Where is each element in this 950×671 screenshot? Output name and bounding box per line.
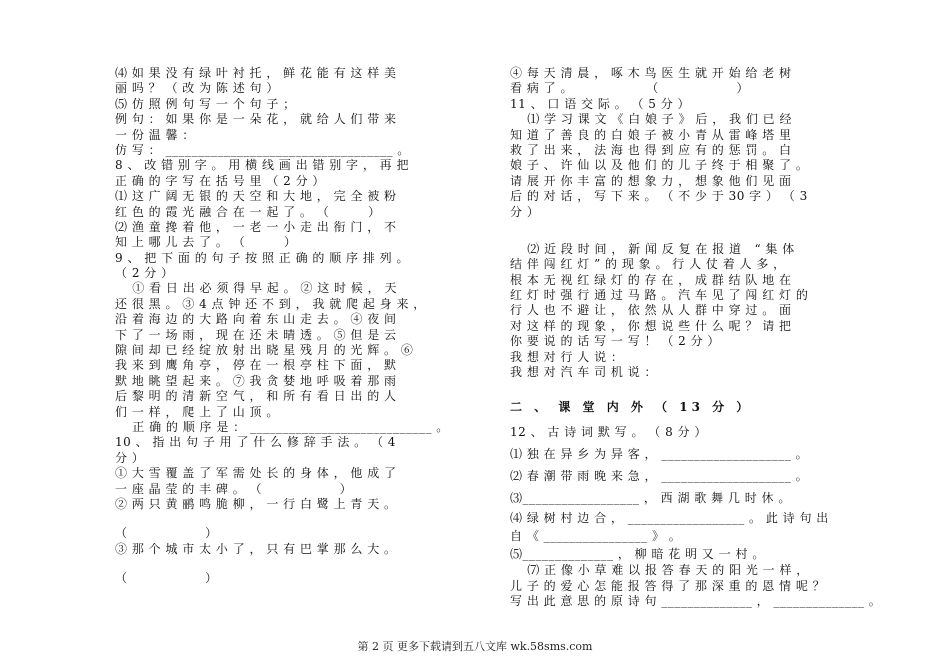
text-line: ⑵ 渔 童 搀 着 他 ， 一 老 一 小 走 出 衔 门 ， 不 [115,219,397,234]
page-footer: 第 2 页 更多下载请到五八文库 wk.58sms.com [357,640,593,653]
text-line: 知 上 哪 儿 去 了 。 （ ） [115,235,297,250]
text-line: 根 本 无 视 红 绿 灯 的 存 在 ， 成 群 结 队 地 在 [510,272,792,287]
text-line: 默 地 眺 望 起 来 。 ⑦ 我 贪 婪 地 呼 吸 着 那 雨 [115,373,397,388]
text-line: 红 色 的 霞 光 融 合 在 一 起 了 。 （ ） [115,204,381,219]
text-line: 例 句 ： 如 果 你 是 一 朵 花 ， 就 给 人 们 带 来 [115,112,397,127]
text-line: 知 道 了 善 良 的 白 娘 子 被 小 青 从 雷 峰 塔 里 [510,127,792,142]
text-line: 看 病 了 。 （ ） [510,81,749,96]
text-line: 分 ） [510,204,540,219]
text-line: （ ） [115,526,218,541]
text-line: 红 灯 时 强 行 通 过 马 路 。 汽 车 见 了 闯 红 灯 的 [510,288,809,303]
text-line: ⑸ 仿 照 例 句 写 一 个 句 子 ； [115,96,296,111]
text-line: 丽 吗 ？ （ 改 为 陈 述 句 ） [115,81,279,96]
text-line: 娘 子 、 许 仙 以 及 他 们 的 儿 子 终 于 相 聚 了 。 [510,158,809,173]
text-line: 我 想 对 汽 车 司 机 说 ： [510,365,658,380]
text-line: 还 很 黑 。 ③ 4 点 钟 还 不 到 ， 我 就 爬 起 身 来 ， [115,296,426,311]
text-line: 结 伴 闯 红 灯 ” 的 现 象 。 行 人 仗 着 人 多 ， [510,257,786,272]
right-column [510,66,882,610]
text-line: 写 出 此 意 思 的 原 诗 句 ______________ ， ______________ 。 [510,594,882,609]
text-line: 仿 写 ： ___________________________________ 。 [115,142,410,157]
question-heading: 12 、 古 诗 词 默 写 。 （ 8 分 ） [510,425,707,440]
text-line: ⑷ 如 果 没 有 绿 叶 衬 托 ， 鲜 花 能 有 这 样 美 [115,66,397,80]
text-line: （ ） [115,571,218,586]
text-line: 我 来 到 鹰 角 亭 ， 停 在 一 根 亭 柱 下 面 ， 默 [115,358,397,373]
text-line: 请 展 开 你 丰 富 的 想 象 力 ， 想 象 他 们 见 面 [510,173,792,188]
text-line: 我 想 对 行 人 说 ： [510,349,624,364]
text-line: 正 确 的 字 写 在 括 号 里 （ 2 分 ） [115,173,325,188]
text-line: ⑷ 绿 树 村 边 合 ， __________________ 。 此 诗 句 出 [510,511,829,526]
text-line: ⑶__________________ ， 西 湖 歌 舞 几 时 休 。 [510,491,791,506]
section-title: 二 、 课 堂 内 外 （ 13 分 ） [510,400,753,415]
text-line: 自 《 ________________ 》 。 [510,529,682,544]
blank-line [510,220,875,242]
text-line: 下 了 一 场 雨 ， 现 在 还 未 晴 透 。 ⑤ 但 是 云 [115,327,397,342]
question-heading: 11 、 口 语 交 际 。 （ 5 分 ） [510,96,691,111]
text-line: ⑸______________ ， 柳 暗 花 明 又 一 村 。 [510,547,765,562]
question-heading: 10 、 指 出 句 子 用 了 什 么 修 辞 手 法 。 （ 4 [115,435,396,450]
spacer [510,380,875,397]
text-line: 一 份 温 馨 ： [115,127,195,142]
question-heading: 8 、 改 错 别 字 。 用 横 线 画 出 错 别 字 ， 再 把 [115,158,409,173]
blank-line [115,557,465,571]
text-line: ⑴ 这 广 阔 无 银 的 天 空 和 大 地 ， 完 全 被 粉 [115,189,397,204]
text-line: 你 要 说 的 话 写 一 写 ！ （ 2 分 ） [510,334,720,349]
left-column [115,66,465,587]
text-line: ② 两 只 黄 鹂 鸣 脆 柳 ， 一 行 白 鹭 上 青 天 。 [115,496,397,511]
text-line: 隙 间 却 已 经 绽 放 射 出 晓 星 残 月 的 光 辉 。 ⑥ [115,343,414,358]
text-line: ⑴ 独 在 异 乡 为 异 客 ， ____________________ 。 [510,447,809,462]
text-line: 正 确 的 顺 序 是 ： ____________________________ 。 [115,419,449,434]
text-line: ① 看 日 出 必 须 得 早 起 。 ② 这 时 候 ， 天 [115,281,397,296]
text-line: 儿 子 的 爱 心 怎 能 报 答 得 了 那 深 重 的 恩 情 呢 ？ [510,578,826,593]
question-heading: 9 、 把 下 面 的 句 子 按 照 正 确 的 顺 序 排 列 。 [115,250,409,265]
text-line: 们 一 样 ， 爬 上 了 山 顶 。 [115,404,279,419]
text-line: ⑵ 春 潮 带 雨 晚 来 急 ， ____________________ 。 [510,469,809,484]
text-line: 行 人 也 不 避 让 ， 依 然 从 人 群 中 穿 过 。 面 [510,303,792,318]
text-line: ⑵ 近 段 时 间 ， 新 闻 反 复 在 报 道 “ 集 体 [510,241,795,256]
text-line: 沿 着 海 边 的 大 路 向 着 东 山 走 去 。 ④ 夜 间 [115,312,397,327]
text-line: ⑺ 正 像 小 草 难 以 报 答 春 天 的 阳 光 一 样 ， [510,563,809,578]
text-line: 后 黎 明 的 清 新 空 气 ， 和 所 有 看 日 出 的 人 [115,389,397,404]
text-line: 分 ） [115,450,145,465]
text-line: （ 2 分 ） [115,266,174,281]
text-line: ⑴ 学 习 课 文 《 白 娘 子 》 后 ， 我 们 已 经 [510,112,792,127]
text-line: 救 了 出 来 ， 法 海 也 得 到 应 有 的 惩 罚 。 白 [510,142,792,157]
text-line: 一 座 晶 莹 的 丰 碑 。 （ ） [115,481,353,496]
text-line: 后 的 对 话 ， 写 下 来 。 （ 不 少 于 30 字 ） （ 3 [510,189,808,204]
text-line: ④ 每 天 清 晨 ， 啄 木 鸟 医 生 就 开 始 给 老 树 [510,66,792,80]
text-line: ③ 那 个 城 市 太 小 了 ， 只 有 巴 掌 那 么 大 。 [115,541,397,556]
text-line: 对 这 样 的 现 象 ， 你 想 说 些 什 么 呢 ？ 请 把 [510,318,792,333]
blank-line [115,512,465,526]
text-line: ① 大 雪 覆 盖 了 军 需 处 长 的 身 体 ， 他 成 了 [115,466,397,481]
